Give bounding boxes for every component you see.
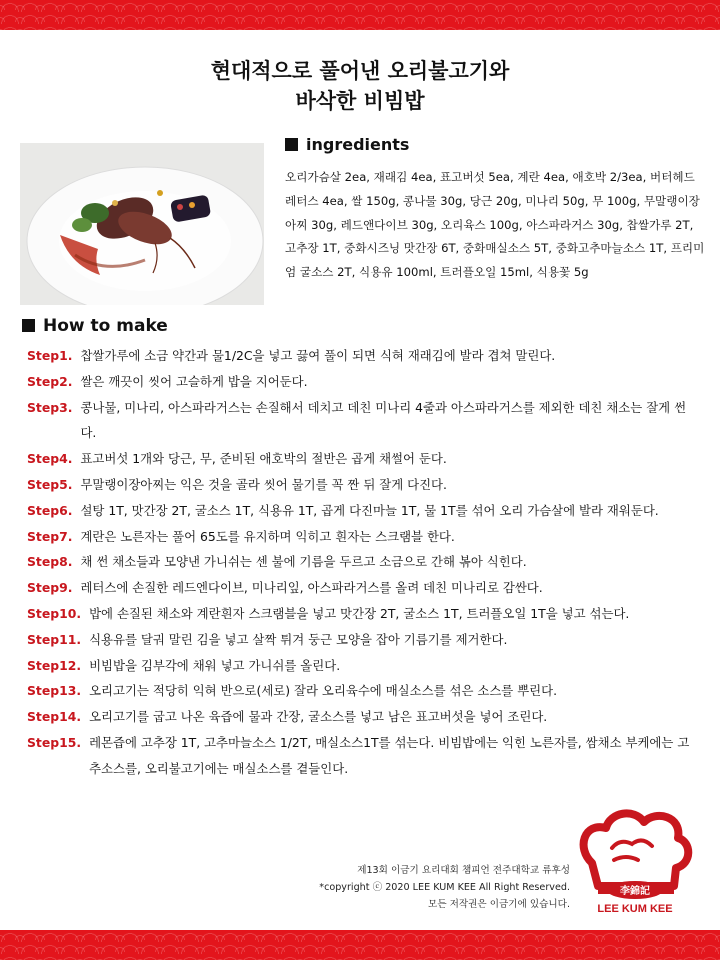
step-item	[27, 627, 697, 653]
title-line-1: 현대적으로 풀어낸 오리불고기와	[210, 59, 510, 83]
how-to-make-heading	[22, 316, 168, 336]
step-text: 비빔밥을 김부각에 채워 넣고 가니쉬를 올린다.	[89, 657, 341, 673]
step-label: Step4.	[27, 451, 73, 467]
step-item	[27, 446, 697, 472]
step-item	[27, 653, 697, 679]
step-item	[27, 730, 697, 782]
step-text: 찹쌀가루에 소금 약간과 물1/2C을 넣고 끓여 풀이 되면 식혀 재래김에 발라 겹쳐 말린다.	[80, 348, 556, 363]
top-decorative-band	[0, 0, 720, 30]
steps-list	[27, 343, 697, 782]
step-label: Step15.	[27, 734, 82, 750]
ingredients-list: 오리가슴살 2ea, 재래김 4ea, 표고버섯 5ea, 계란 4ea, 애호박 2/3ea, 버터헤드 레터스 4ea, 쌀 150g, 콩나물 30g, 당근 20g, 미나리 50g, 무 100g, 무말랭이장아찌 30g, 레드앤다이브 30g, 오리육스 100g, 아스파라거스 30g, 찹쌀가루 2T, 고추장 1T, 중화시즈닝 맛간장 6T, 중화매실소스 5T, 중화고추마늘소스 1T, 프리미엄 굴소스 2T, 식용유 100ml, 트러플오일 15ml, 식용꽃 5g	[285, 170, 705, 280]
step-item	[27, 524, 697, 550]
step-text: 채 썬 채소들과 모양낸 가니쉬는 센 불에 기름을 두르고 소금으로 간해 볶아 식힌다.	[80, 554, 527, 570]
step-item	[27, 395, 697, 447]
step-text: 계란은 노른자는 풀어 65도를 유지하며 익히고 흰자는 스크램블 한다.	[80, 528, 455, 544]
footer-rights-line: 모든 저작권은 이금기에 있습니다.	[428, 899, 570, 910]
bottom-decorative-band	[0, 930, 720, 960]
step-text: 밥에 손질된 채소와 계란흰자 스크램블을 넣고 맛간장 2T, 굴소스 1T, 트러플오일 1T을 넣고 섞는다.	[89, 605, 630, 621]
step-item	[27, 678, 697, 704]
step-label: Step13.	[27, 683, 82, 699]
step-label: Step9.	[27, 580, 73, 596]
step-item	[27, 369, 697, 395]
step-item	[27, 343, 697, 369]
step-label: Step11.	[27, 631, 82, 647]
step-text: 무말랭이장아찌는 익은 것을 골라 씻어 물기를 꼭 짠 뒤 잘게 다진다.	[80, 476, 447, 492]
step-item	[27, 472, 697, 498]
step-text: 설탕 1T, 맛간장 2T, 굴소스 1T, 식용유 1T, 곱게 다진마늘 1T, 물 1T를 섞어 오리 가슴살에 발라 재워둔다.	[80, 502, 659, 518]
step-label: Step3.	[27, 399, 73, 415]
step-item	[27, 704, 697, 730]
step-text: 표고버섯 1개와 당근, 무, 준비된 애호박의 절반은 곱게 채썰어 둔다.	[80, 451, 447, 467]
step-text: 레터스에 손질한 레드엔다이브, 미나리잎, 아스파라거스를 올려 데친 미나리로 감싼다.	[80, 580, 543, 596]
bullet-square-icon	[285, 138, 298, 151]
step-text: 오리고기를 굽고 나온 육즙에 물과 간장, 굴소스를 넣고 남은 표고버섯을 넣어 조린다.	[89, 709, 548, 725]
lee-kum-kee-logo	[574, 808, 696, 920]
logo-badge-text: 李錦記	[620, 886, 650, 897]
step-item	[27, 575, 697, 601]
step-label: Step8.	[27, 554, 73, 570]
recipe-title	[0, 56, 720, 116]
logo-brand-text: LEE KUM KEE	[597, 903, 673, 915]
step-label: Step10.	[27, 605, 82, 621]
step-label: Step14.	[27, 709, 82, 725]
step-text: 식용유를 달궈 말린 김을 넣고 살짝 튀겨 둥근 모양을 잡아 기름기를 제거한다.	[89, 631, 508, 647]
how-to-make-heading-text: How to make	[43, 316, 168, 336]
step-item	[27, 498, 697, 524]
step-label: Step5.	[27, 476, 73, 492]
step-label: Step12.	[27, 657, 82, 673]
ingredients-heading	[285, 135, 409, 154]
bullet-square-icon	[22, 319, 35, 332]
ingredients-heading-text: ingredients	[306, 135, 410, 154]
step-label: Step2.	[27, 373, 73, 389]
step-item	[27, 601, 697, 627]
step-label: Step7.	[27, 528, 73, 544]
dish-illustration	[20, 143, 264, 305]
step-text: 콩나물, 미나리, 아스파라거스는 손질해서 데치고 데친 미나리 4줄과 아스파라거스를 제외한 데친 채소는 잘게 썬다.	[80, 399, 687, 441]
footer-copyright-line: *copyright ⓒ 2020 LEE KUM KEE All Right Reserved.	[319, 882, 570, 893]
footer-credit-line: 제13회 이금기 요리대회 챔피언 전주대학교 류후성	[357, 865, 570, 876]
title-line-2: 바삭한 비빔밥	[295, 89, 425, 113]
step-item	[27, 549, 697, 575]
step-text: 오리고기는 적당히 익혀 반으로(세로) 잘라 오리육수에 매실소스를 섞은 소스를 뿌린다.	[89, 683, 558, 699]
step-label: Step6.	[27, 502, 73, 518]
step-text: 레몬즙에 고추장 1T, 고추마늘소스 1/2T, 매실소스1T를 섞는다. 비빔밥에는 익힌 노른자를, 쌈채소 부케에는 고추소스를, 오리불고기에는 매실소스를 곁들인다.	[89, 734, 690, 776]
dish-photo	[20, 143, 264, 305]
step-text: 쌀은 깨끗이 씻어 고슬하게 밥을 지어둔다.	[80, 373, 308, 389]
step-label: Step1.	[27, 348, 73, 363]
footer-credits	[319, 862, 570, 913]
chef-hat-logo-icon	[574, 808, 696, 920]
